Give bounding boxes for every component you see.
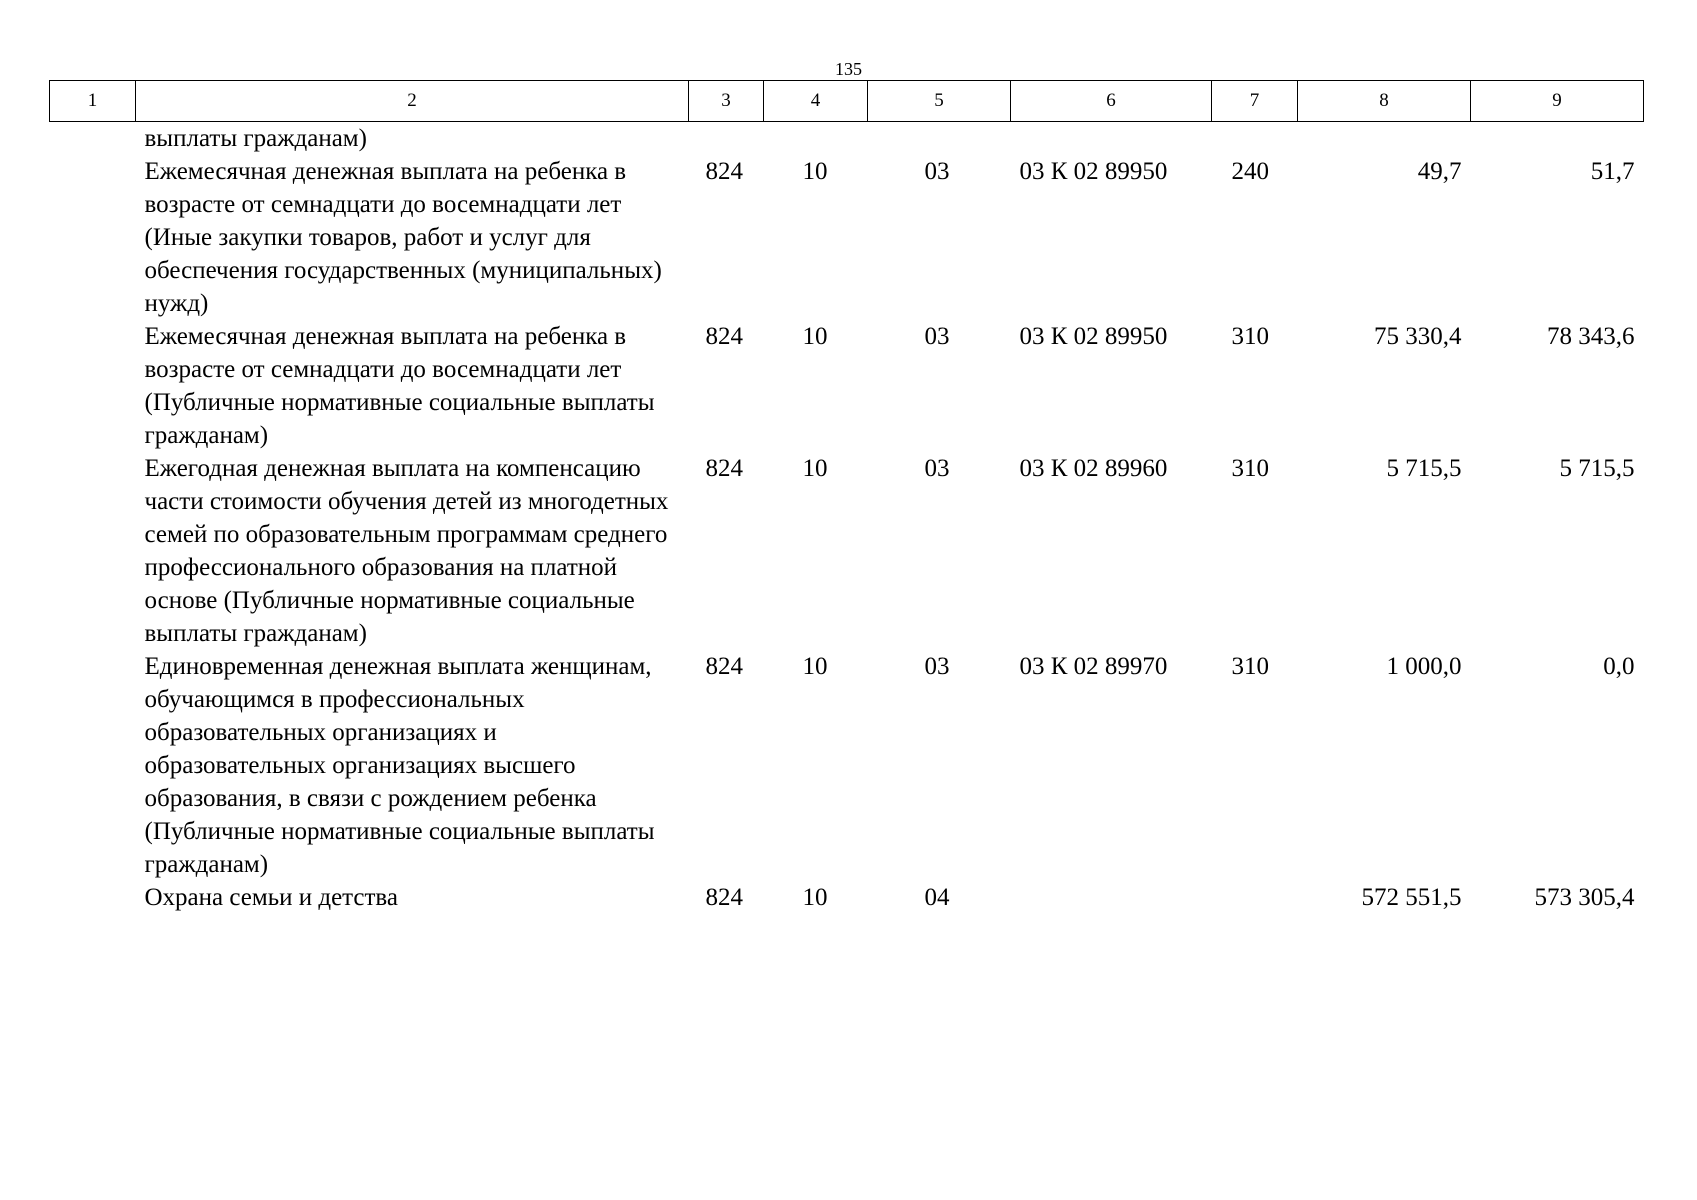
row-csr: 03 К 02 89950 xyxy=(1019,158,1168,185)
row-name: Ежемесячная денежная выплата на ребенка в возрасте от семнадцати до восемнадцати лет (Иные закупки товаров, работ и услуг для обеспечения государственных (муниципальных) нужд) xyxy=(144,158,662,317)
row-vr xyxy=(1212,881,1298,914)
row-sum-2: 573 305,4 xyxy=(1534,884,1635,911)
page-number: 135 xyxy=(835,59,862,79)
column-header-2: 2 xyxy=(136,81,689,122)
row-grbs: 824 xyxy=(705,455,743,482)
row-grbs: 824 xyxy=(705,323,743,350)
continuation-row xyxy=(50,122,1644,156)
row-pr: 03 xyxy=(924,653,950,680)
column-header-1: 1 xyxy=(50,81,136,122)
column-header-9: 9 xyxy=(1471,81,1644,122)
continuation-text: выплаты гражданам) xyxy=(144,125,367,152)
row-sum-1: 572 551,5 xyxy=(1361,884,1462,911)
row-sum-1: 1 000,0 xyxy=(1386,653,1462,680)
row-pr: 03 xyxy=(924,158,950,185)
row-name: Ежегодная денежная выплата на компенсацию части стоимости обучения детей из многодетных семей по образовательным программам среднего профессионального образования на платной основе (Публичные нормативные социальные выплаты гражданам) xyxy=(144,455,669,647)
row-sum-2: 51,7 xyxy=(1590,158,1635,185)
row-grbs: 824 xyxy=(705,158,743,185)
row-grbs: 824 xyxy=(705,884,743,911)
table-row xyxy=(50,320,1644,452)
row-vr: 310 xyxy=(1231,323,1269,350)
column-header-8: 8 xyxy=(1298,81,1471,122)
row-pr: 03 xyxy=(924,323,950,350)
row-rz: 10 xyxy=(802,884,828,911)
row-sum-1: 75 330,4 xyxy=(1374,323,1462,350)
row-sum-1: 49,7 xyxy=(1417,158,1462,185)
row-csr: 03 К 02 89950 xyxy=(1019,323,1168,350)
row-name: Единовременная денежная выплата женщинам, обучающимся в профессиональных образовательных организациях и образовательных организациях высшего образования, в связи с рождением ребенка (Публичные нормативные социальные выплаты гражданам) xyxy=(144,653,655,878)
row-name: Ежемесячная денежная выплата на ребенка в возрасте от семнадцати до восемнадцати лет (Публичные нормативные социальные выплаты гражданам) xyxy=(144,323,655,449)
table-row xyxy=(50,650,1644,881)
column-header-3: 3 xyxy=(689,81,764,122)
row-csr: 03 К 02 89960 xyxy=(1019,455,1168,482)
table-row xyxy=(50,452,1644,650)
row-pr: 04 xyxy=(924,884,950,911)
row-rz: 10 xyxy=(802,158,828,185)
column-header-7: 7 xyxy=(1212,81,1298,122)
table-row xyxy=(50,155,1644,320)
row-sum-2: 0,0 xyxy=(1603,653,1635,680)
table-header-row xyxy=(50,81,1644,122)
row-pr: 03 xyxy=(924,455,950,482)
row-sum-2: 5 715,5 xyxy=(1559,455,1635,482)
row-csr xyxy=(1011,881,1212,914)
row-vr: 240 xyxy=(1231,158,1269,185)
row-grbs: 824 xyxy=(705,653,743,680)
column-header-5: 5 xyxy=(868,81,1011,122)
row-csr: 03 К 02 89970 xyxy=(1019,653,1168,680)
budget-table xyxy=(49,80,1644,914)
column-header-4: 4 xyxy=(764,81,868,122)
row-sum-1: 5 715,5 xyxy=(1386,455,1462,482)
row-rz: 10 xyxy=(802,323,828,350)
row-sum-2: 78 343,6 xyxy=(1547,323,1635,350)
row-vr: 310 xyxy=(1231,653,1269,680)
table-row xyxy=(50,881,1644,914)
row-rz: 10 xyxy=(802,455,828,482)
row-rz: 10 xyxy=(802,653,828,680)
row-name: Охрана семьи и детства xyxy=(144,884,398,911)
row-vr: 310 xyxy=(1231,455,1269,482)
column-header-6: 6 xyxy=(1011,81,1212,122)
